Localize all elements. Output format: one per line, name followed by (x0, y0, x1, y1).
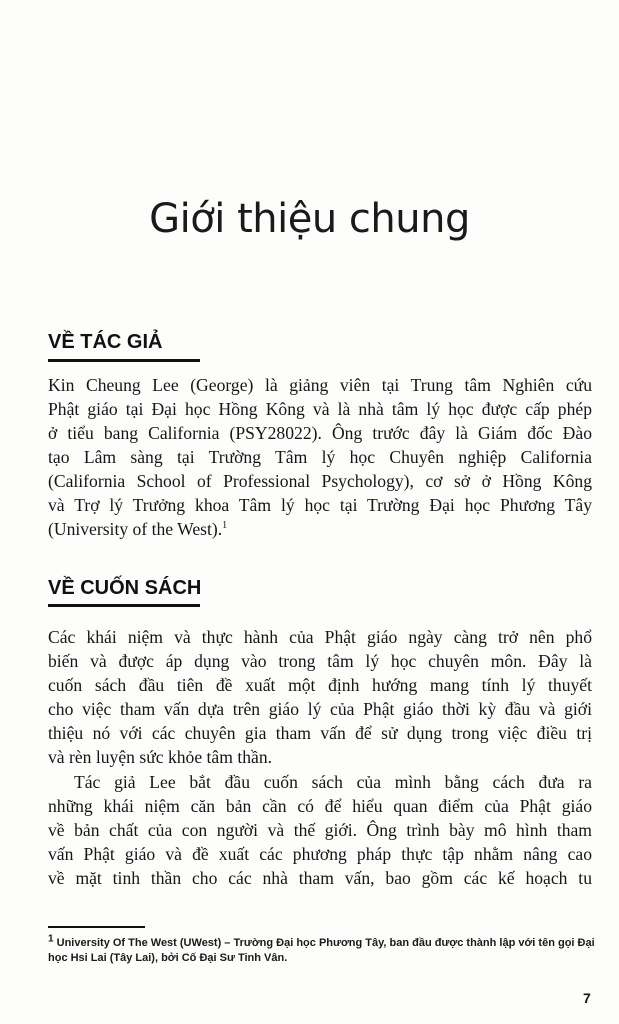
footnote-marker: 1 (48, 933, 54, 945)
text-line: ở tiểu bang California (PSY28022). Ông trước đây là Giám đốc Đào (48, 423, 592, 443)
footnote-text: University Of The West (UWest) – Trường Đại học Phương Tây, ban đầu được thành lập với tên gọi Đại học Hsi Lai (Tây Lai), bởi Cố Đại Sư Tinh Vân. (48, 937, 595, 964)
text-line: (California School of Professional Psychology), cơ sở ở Hồng Kông (48, 471, 592, 491)
text-line: và rèn luyện sức khỏe tâm thần. (48, 747, 273, 767)
text-line: thiệu nó với các chuyên gia tham vấn để sử dụng trong việc điều trị (48, 723, 592, 743)
book-paragraph-1 (48, 625, 592, 769)
author-paragraph (48, 373, 592, 541)
text-line: Phật giáo tại Đại học Hồng Kông và là nhà tâm lý học được cấp phép (48, 399, 592, 419)
text-line: và Trợ lý Trưởng khoa Tâm lý học tại Trường Đại học Phương Tây (48, 495, 592, 515)
book-paragraph-2 (48, 770, 592, 890)
footnote-separator (48, 926, 145, 928)
text-line: tạo Lâm sàng tại Trường Tâm lý học Chuyên nghiệp California (48, 447, 592, 467)
text-line: Các khái niệm và thực hành của Phật giáo ngày càng trở nên phổ (48, 627, 592, 647)
page-number: 7 (583, 990, 591, 1006)
text-line: về bản chất của con người và thế giới. Ông trình bày mô hình tham (48, 820, 592, 840)
heading-underline (48, 604, 200, 607)
text-line: vấn Phật giáo và đề xuất các phương pháp thực tập nhằm nâng cao (48, 844, 592, 864)
section-heading-book: VỀ CUỐN SÁCH (48, 577, 202, 599)
text-line: cho việc tham vấn dựa trên giáo lý của Phật giáo thời kỳ đầu và giới (48, 699, 592, 719)
footnote (48, 933, 598, 966)
footnote-ref: 1 (222, 520, 228, 532)
text-line: những khái niệm căn bản cần có để hiểu quan điểm của Phật giáo (48, 796, 592, 816)
section-heading-author: VỀ TÁC GIẢ (48, 331, 163, 353)
text-line-content: (University of the West). (48, 519, 223, 539)
text-line: Tác giả Lee bắt đầu cuốn sách của mình bằng cách đưa ra (74, 772, 592, 792)
text-line: về mặt tinh thần cho các nhà tham vấn, bao gồm các kế hoạch tu (48, 868, 592, 888)
text-line (48, 517, 592, 541)
chapter-title: Giới thiệu chung (149, 196, 470, 242)
text-line: cuốn sách đầu tiên đề xuất một định hướng mang tính lý thuyết (48, 675, 592, 695)
text-line: Kin Cheung Lee (George) là giảng viên tại Trung tâm Nghiên cứu (48, 375, 592, 395)
heading-underline (48, 359, 200, 362)
text-line: biến và được áp dụng vào trong tâm lý học chuyên môn. Đây là (48, 651, 592, 671)
